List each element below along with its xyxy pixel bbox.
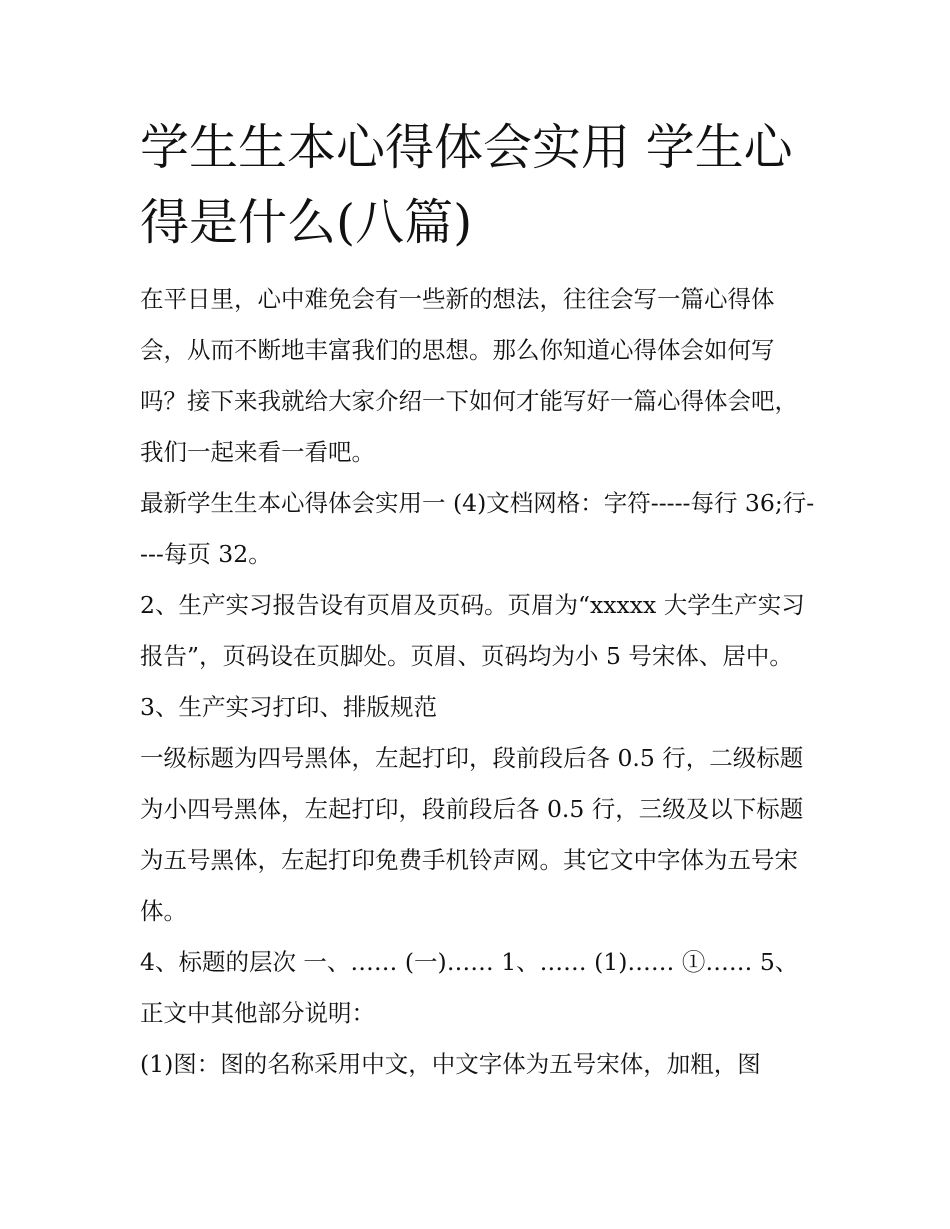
- paragraph-doc-grid: 最新学生生本心得体会实用一 (4)文档网格：字符-----每行 36;行----每页 32。: [140, 489, 815, 568]
- document-body: [140, 274, 820, 1090]
- paragraph-heading-fonts: 一级标题为四号黑体，左起打印，段前段后各 0.5 行，二级标题为小四号黑体，左起打印，段前段后各 0.5 行，三级及以下标题为五号黑体，左起打印免费手机铃声网。其它文中字体为五号宋体。: [140, 744, 804, 925]
- paragraph-heading-levels: 4、标题的层次 一、…… (一)…… 1、…… (1)…… ①…… 5、正文中其他部分说明：: [140, 948, 799, 1027]
- paragraph-header-page-number: 2、生产实习报告设有页眉及页码。页眉为“xxxxx 大学生产实习报告”，页码设在页脚处。页眉、页码均为小 5 号宋体、居中。 3、生产实习打印、排版规范: [140, 591, 805, 721]
- paragraph-figures: (1)图：图的名称采用中文，中文字体为五号宋体，加粗，图: [140, 1050, 761, 1078]
- document-title: 学生生本心得体会实用 学生心得是什么(八篇): [140, 119, 793, 251]
- paragraph-intro: 在平日里，心中难免会有一些新的想法，往往会写一篇心得体会，从而不断地丰富我们的思想。那么你知道心得体会如何写吗？接下来我就给大家介绍一下如何才能写好一篇心得体会吧，我们一起来看一看吧。: [140, 285, 798, 466]
